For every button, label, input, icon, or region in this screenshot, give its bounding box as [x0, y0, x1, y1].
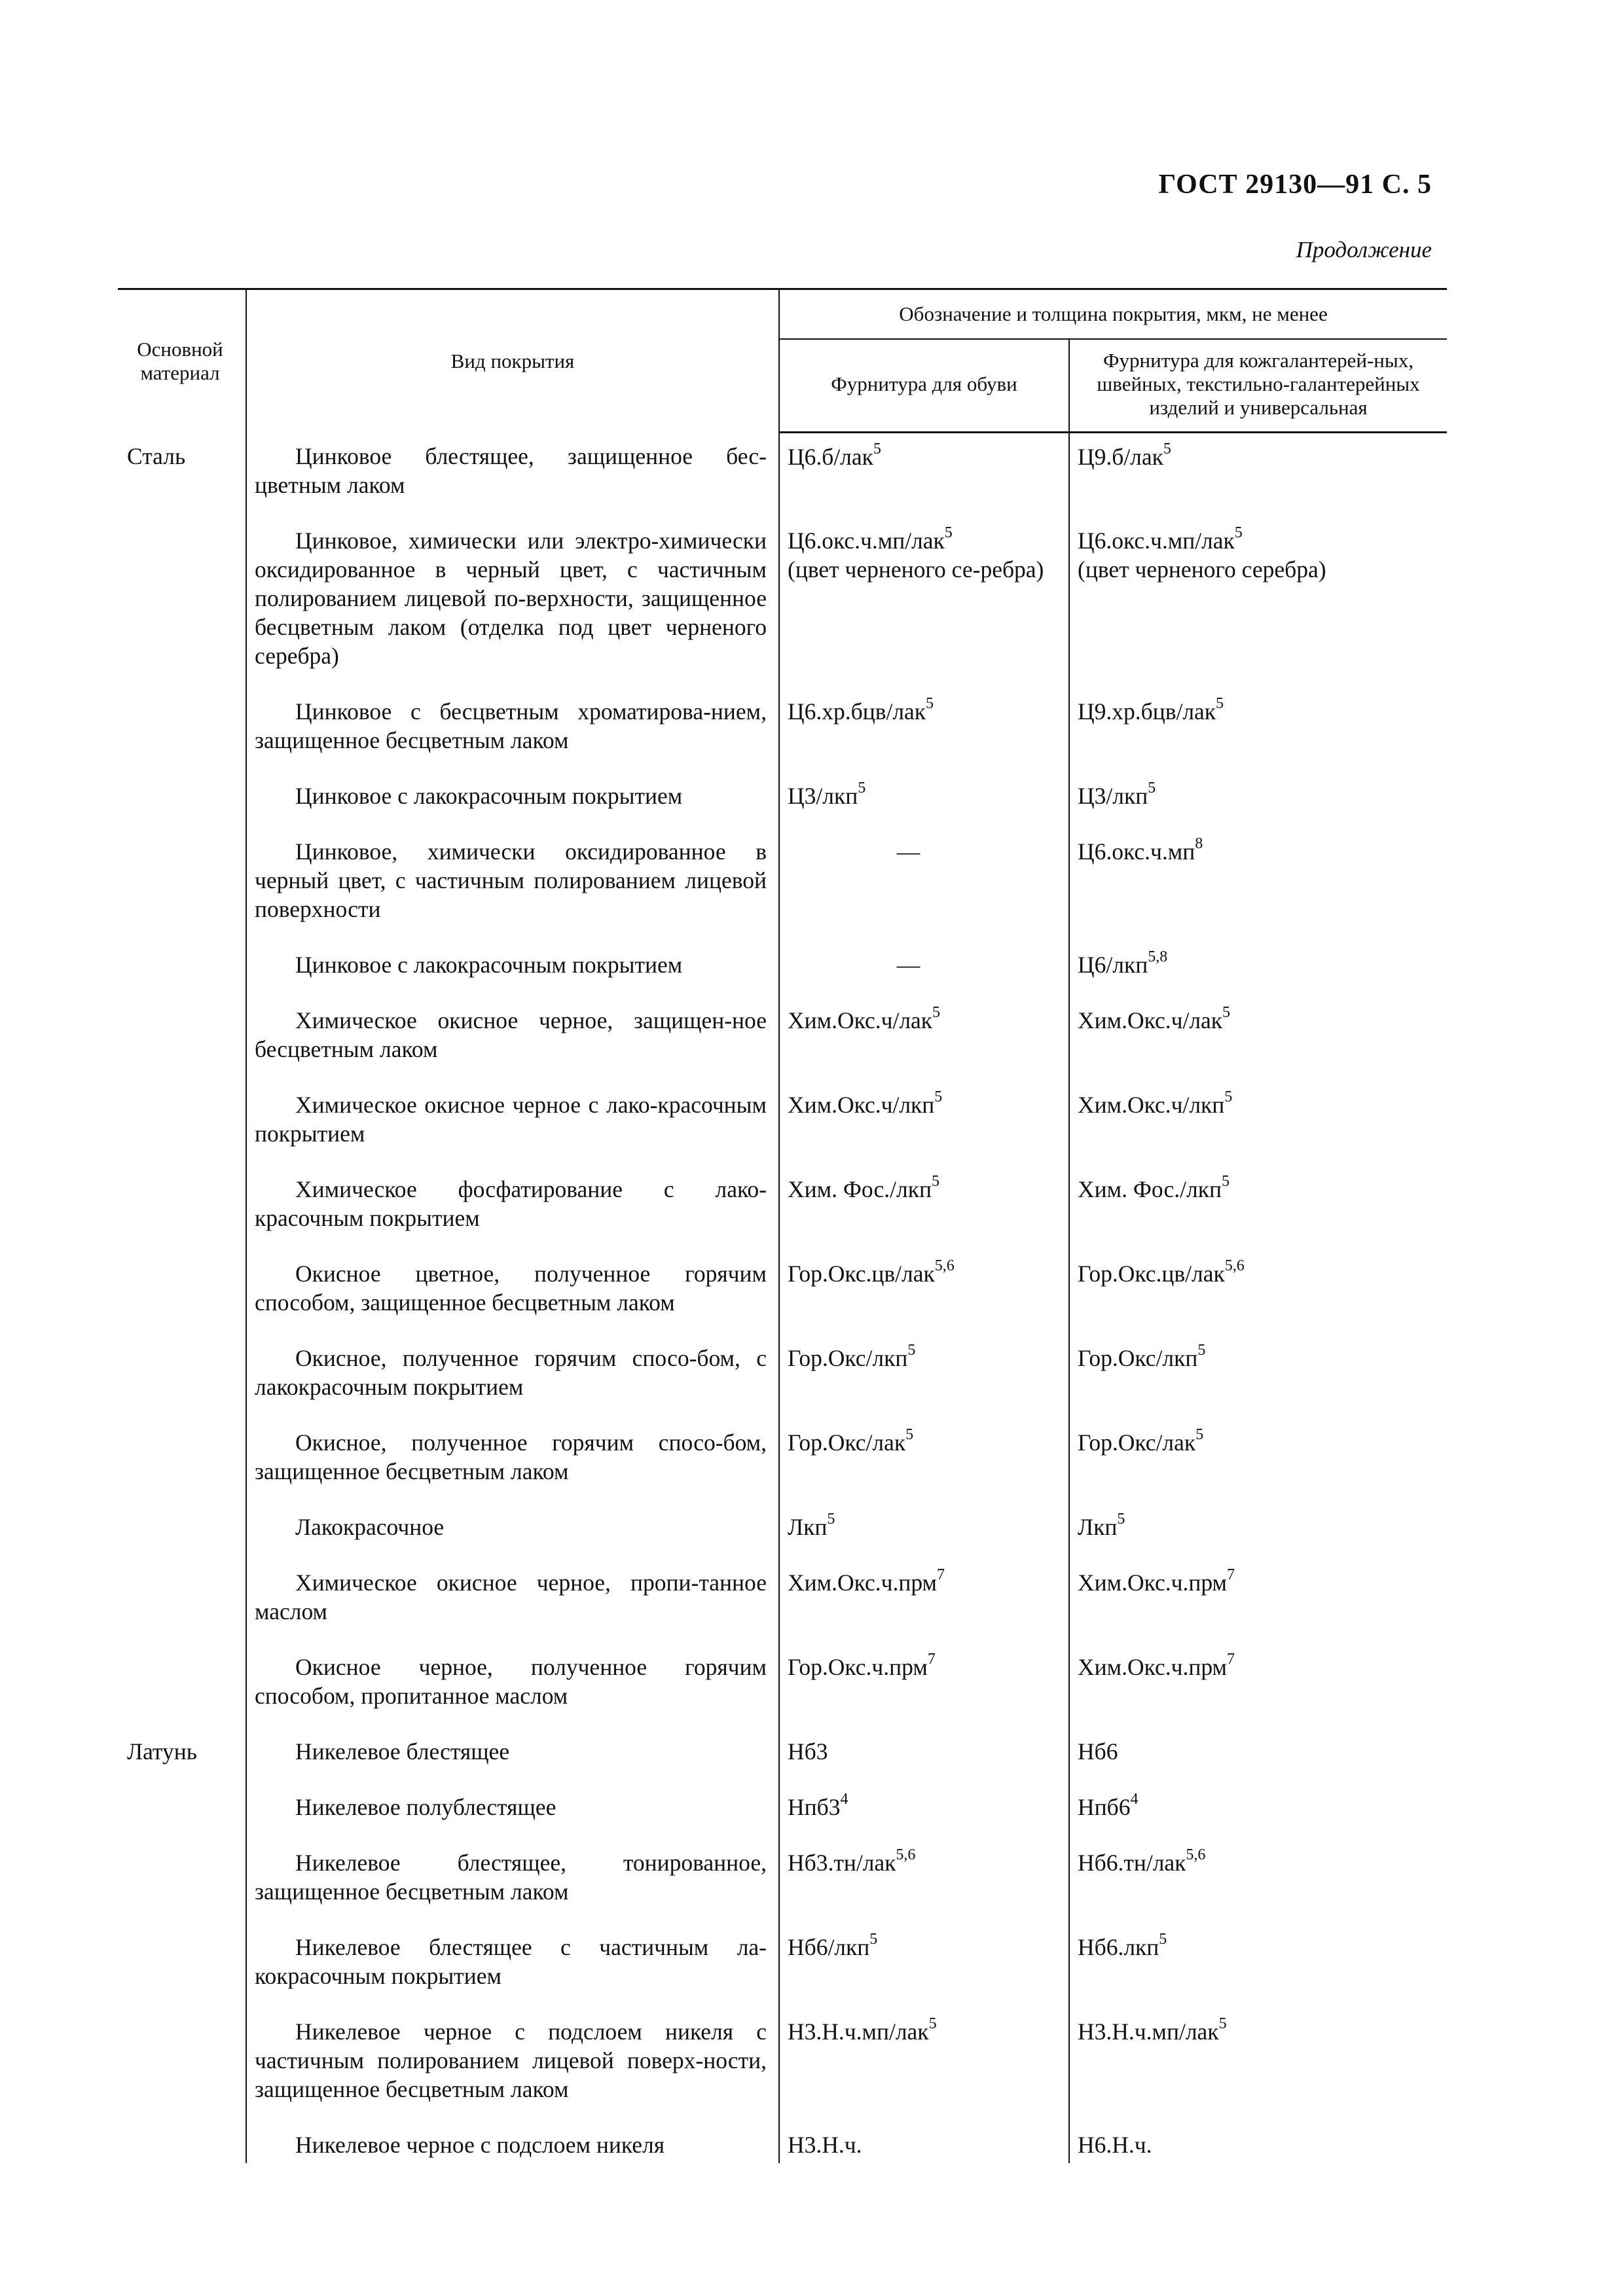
footwear-designation: Гор.Окс/лкп — [788, 1344, 908, 1371]
cell-haberdashery — [1069, 774, 1447, 829]
footwear-designation: Нпб3 — [788, 1793, 841, 1820]
cell-footwear — [779, 1729, 1069, 1785]
cell-coating-type — [246, 1645, 779, 1729]
cell-footwear — [779, 1645, 1069, 1729]
cell-coating-type — [246, 2123, 779, 2163]
cell-material — [118, 1336, 246, 1420]
haberdashery-footnote-ref: 5 — [1148, 779, 1156, 797]
cell-material — [118, 829, 246, 942]
cell-haberdashery — [1069, 1729, 1447, 1785]
haberdashery-designation: Ц9.хр.бцв/лак — [1078, 698, 1216, 725]
cell-haberdashery — [1069, 1645, 1447, 1729]
cell-coating-type — [246, 2009, 779, 2123]
coating-type-text: Цинковое, химически оксидированное в черный цвет, с частичным полированием лицевой поверхности — [255, 838, 767, 922]
footwear-footnote-ref: 4 — [840, 1790, 848, 1808]
cell-material — [118, 2009, 246, 2123]
cell-material — [118, 1505, 246, 1560]
cell-haberdashery — [1069, 1336, 1447, 1420]
cell-footwear — [779, 1167, 1069, 1251]
haberdashery-designation: Нб6.лкп — [1078, 1933, 1159, 1960]
table-row — [118, 1560, 1447, 1645]
footwear-designation: Хим.Окс.ч/лак — [788, 1007, 933, 1033]
haberdashery-designation: Ц6/лкп — [1078, 951, 1148, 978]
cell-haberdashery — [1069, 1251, 1447, 1336]
cell-coating-type — [246, 1785, 779, 1840]
table-row — [118, 1840, 1447, 1925]
footwear-footnote-ref: 5 — [932, 1003, 941, 1021]
haberdashery-footnote-ref: 7 — [1227, 1650, 1235, 1668]
haberdashery-designation: Хим.Окс.ч/лкп — [1078, 1091, 1225, 1118]
footwear-footnote-ref: 5 — [934, 1088, 943, 1105]
haberdashery-footnote-ref: 5,6 — [1186, 1846, 1206, 1863]
cell-coating-type — [246, 998, 779, 1083]
cell-haberdashery — [1069, 1167, 1447, 1251]
table-row — [118, 829, 1447, 942]
cell-coating-type — [246, 1505, 779, 1560]
footwear-footnote-ref: 5 — [827, 1510, 835, 1528]
cell-coating-type — [246, 829, 779, 942]
haberdashery-footnote-ref: 5 — [1117, 1510, 1125, 1528]
table-row — [118, 1167, 1447, 1251]
footwear-footnote-ref: 5 — [869, 1930, 878, 1948]
coating-type-text: Цинковое с лакокрасочным покрытием — [295, 951, 683, 978]
footwear-designation: Нб3.тн/лак — [788, 1849, 896, 1876]
cell-footwear — [779, 1840, 1069, 1925]
cell-footwear — [779, 518, 1069, 689]
footwear-designation: Хим.Окс.ч/лкп — [788, 1091, 935, 1118]
coating-type-text: Никелевое черное с подслоем никеля с частичным полированием лицевой поверх-ности, защищенное бесцветным лаком — [255, 2018, 767, 2102]
haberdashery-footnote-ref: 8 — [1195, 834, 1203, 852]
cell-material — [118, 689, 246, 774]
haberdashery-designation: Нб6 — [1078, 1738, 1118, 1765]
cell-footwear — [779, 433, 1069, 518]
cell-haberdashery — [1069, 998, 1447, 1083]
cell-footwear — [779, 2009, 1069, 2123]
footwear-designation: Ц6.окс.ч.мп/лак — [788, 527, 945, 554]
cell-coating-type — [246, 1560, 779, 1645]
haberdashery-designation: Н3.Н.ч.мп/лак — [1078, 2018, 1219, 2045]
cell-footwear — [779, 1420, 1069, 1505]
cell-material — [118, 1840, 246, 1925]
continuation-label: Продолжение — [1296, 237, 1432, 262]
cell-haberdashery — [1069, 1505, 1447, 1560]
table-row — [118, 1336, 1447, 1420]
footwear-designation: — — [896, 838, 921, 865]
coating-type-text: Лакокрасочное — [295, 1513, 445, 1540]
cell-haberdashery — [1069, 1925, 1447, 2009]
page-header-title: ГОСТ 29130—91 С. 5 — [1158, 170, 1432, 200]
cell-haberdashery — [1069, 1560, 1447, 1645]
footwear-designation: Гор.Окс.цв/лак — [788, 1260, 935, 1287]
cell-footwear — [779, 1251, 1069, 1336]
footwear-designation: Ц3/лкп — [788, 782, 858, 809]
coatings-table — [118, 288, 1447, 2163]
haberdashery-footnote-ref: 4 — [1130, 1790, 1139, 1808]
cell-coating-type — [246, 1840, 779, 1925]
footwear-designation: Гор.Окс.ч.прм — [788, 1653, 928, 1680]
cell-haberdashery — [1069, 2009, 1447, 2123]
coating-type-text: Цинковое, химически или электро-химически оксидированное в черный цвет, с частичным полированием лицевой по-верхности, защищенное бесцветным лаком (отделка под цвет черненого серебра) — [255, 527, 767, 669]
cell-material — [118, 518, 246, 689]
coating-type-text: Никелевое блестящее с частичным ла-кокрасочным покрытием — [255, 1933, 767, 1989]
cell-coating-type — [246, 1729, 779, 1785]
cell-material — [118, 1560, 246, 1645]
haberdashery-footnote-ref: 5 — [1195, 1426, 1204, 1443]
footwear-footnote-ref: 5,6 — [896, 1846, 916, 1863]
table-row — [118, 518, 1447, 689]
coating-type-text: Химическое фосфатирование с лако-красочным покрытием — [255, 1175, 767, 1231]
coating-type-text: Химическое окисное черное, защищен-ное бесцветным лаком — [255, 1007, 767, 1062]
cell-material — [118, 998, 246, 1083]
cell-coating-type — [246, 1083, 779, 1167]
haberdashery-note: (цвет черненого серебра) — [1078, 556, 1326, 583]
haberdashery-footnote-ref: 5 — [1234, 524, 1243, 541]
cell-coating-type — [246, 518, 779, 689]
coating-type-text: Никелевое блестящее, тонированное, защищенное бесцветным лаком — [255, 1849, 767, 1905]
footwear-footnote-ref: 7 — [937, 1566, 945, 1583]
cell-footwear — [779, 689, 1069, 774]
haberdashery-footnote-ref: 5 — [1216, 694, 1224, 712]
cell-footwear — [779, 998, 1069, 1083]
cell-material — [118, 774, 246, 829]
haberdashery-designation: Нб6.тн/лак — [1078, 1849, 1186, 1876]
cell-footwear — [779, 1083, 1069, 1167]
haberdashery-designation: Лкп — [1078, 1513, 1118, 1540]
table-row — [118, 774, 1447, 829]
cell-haberdashery — [1069, 2123, 1447, 2163]
table-row — [118, 1645, 1447, 1729]
haberdashery-designation: Хим. Фос./лкп — [1078, 1175, 1222, 1202]
haberdashery-footnote-ref: 5 — [1163, 440, 1171, 458]
cell-haberdashery — [1069, 1083, 1447, 1167]
footwear-footnote-ref: 5 — [926, 694, 934, 712]
cell-haberdashery — [1069, 689, 1447, 774]
cell-haberdashery — [1069, 1840, 1447, 1925]
cell-haberdashery — [1069, 942, 1447, 998]
coating-type-text: Цинковое блестящее, защищенное бес-цветным лаком — [255, 442, 767, 498]
cell-footwear — [779, 2123, 1069, 2163]
cell-material — [118, 2123, 246, 2163]
haberdashery-designation: Ц6.окс.ч.мп — [1078, 838, 1195, 865]
footwear-footnote-ref: 5 — [944, 524, 953, 541]
haberdashery-designation: Гор.Окс/лак — [1078, 1429, 1196, 1456]
table-row — [118, 1420, 1447, 1505]
footwear-footnote-ref: 7 — [927, 1650, 936, 1668]
cell-footwear — [779, 774, 1069, 829]
haberdashery-designation: Ц3/лкп — [1078, 782, 1148, 809]
footwear-footnote-ref: 5 — [873, 440, 881, 458]
haberdashery-footnote-ref: 5 — [1159, 1930, 1167, 1948]
table-row — [118, 998, 1447, 1083]
footwear-designation: Гор.Окс/лак — [788, 1429, 906, 1456]
haberdashery-footnote-ref: 5,8 — [1148, 948, 1168, 965]
footwear-designation: Ц6.б/лак — [788, 444, 873, 470]
haberdashery-designation: Ц9.б/лак — [1078, 444, 1163, 470]
footwear-designation: — — [896, 951, 921, 978]
footwear-designation: Н3.Н.ч.мп/лак — [788, 2018, 929, 2045]
cell-haberdashery — [1069, 829, 1447, 942]
footwear-footnote-ref: 5 — [905, 1426, 914, 1443]
haberdashery-footnote-ref: 7 — [1227, 1566, 1235, 1583]
cell-material — [118, 1251, 246, 1336]
coating-type-text: Окисное черное, полученное горячим способом, пропитанное маслом — [255, 1653, 767, 1709]
cell-haberdashery — [1069, 433, 1447, 518]
table-row — [118, 942, 1447, 998]
haberdashery-footnote-ref: 5 — [1222, 1172, 1230, 1190]
cell-coating-type — [246, 942, 779, 998]
cell-footwear — [779, 1785, 1069, 1840]
cell-coating-type — [246, 1167, 779, 1251]
cell-material — [118, 1785, 246, 1840]
haberdashery-footnote-ref: 5 — [1222, 1003, 1231, 1021]
cell-footwear — [779, 1925, 1069, 2009]
haberdashery-designation: Хим.Окс.ч.прм — [1078, 1653, 1228, 1680]
coating-type-text: Никелевое полублестящее — [295, 1793, 556, 1820]
table-row — [118, 1785, 1447, 1840]
table-row — [118, 1251, 1447, 1336]
table-row — [118, 1083, 1447, 1167]
footwear-designation: Н3.Н.ч. — [788, 2131, 862, 2158]
haberdashery-designation: Гор.Окс.цв/лак — [1078, 1260, 1225, 1287]
table-row — [118, 689, 1447, 774]
cell-coating-type — [246, 1251, 779, 1336]
cell-haberdashery — [1069, 1785, 1447, 1840]
haberdashery-footnote-ref: 5,6 — [1224, 1257, 1245, 1274]
cell-coating-type — [246, 689, 779, 774]
cell-material — [118, 1083, 246, 1167]
cell-coating-type — [246, 1336, 779, 1420]
header-material: Основной материал — [118, 289, 246, 433]
footwear-footnote-ref: 5 — [932, 1172, 939, 1190]
cell-material: Латунь — [118, 1729, 246, 1785]
footwear-note: (цвет черненого се-ребра) — [788, 556, 1044, 583]
coating-type-text: Окисное цветное, полученное горячим способом, защищенное бесцветным лаком — [255, 1260, 767, 1316]
haberdashery-designation: Н6.Н.ч. — [1078, 2131, 1152, 2158]
cell-footwear — [779, 829, 1069, 942]
cell-footwear — [779, 1560, 1069, 1645]
haberdashery-designation: Ц6.окс.ч.мп/лак — [1078, 527, 1235, 554]
coating-type-text: Никелевое блестящее — [295, 1738, 510, 1765]
footwear-designation: Хим.Окс.ч.прм — [788, 1569, 938, 1596]
haberdashery-designation: Хим.Окс.ч/лак — [1078, 1007, 1223, 1033]
header-coating-type: Вид покрытия — [246, 289, 779, 433]
coating-type-text: Цинковое с лакокрасочным покрытием — [295, 782, 683, 809]
haberdashery-designation: Нпб6 — [1078, 1793, 1131, 1820]
footwear-designation: Ц6.хр.бцв/лак — [788, 698, 926, 725]
haberdashery-footnote-ref: 5 — [1224, 1088, 1233, 1105]
cell-material — [118, 1420, 246, 1505]
cell-coating-type — [246, 1925, 779, 2009]
cell-haberdashery — [1069, 518, 1447, 689]
footwear-footnote-ref: 5 — [858, 779, 866, 797]
cell-haberdashery — [1069, 1420, 1447, 1505]
coating-type-text: Химическое окисное черное с лако-красочным покрытием — [255, 1091, 767, 1147]
cell-coating-type — [246, 433, 779, 518]
footwear-designation: Нб6/лкп — [788, 1933, 870, 1960]
cell-material — [118, 1167, 246, 1251]
footwear-footnote-ref: 5 — [907, 1341, 916, 1359]
table-row — [118, 433, 1447, 518]
table-row — [118, 2009, 1447, 2123]
haberdashery-designation: Гор.Окс/лкп — [1078, 1344, 1198, 1371]
footwear-designation: Нб3 — [788, 1738, 828, 1765]
header-designation-group: Обозначение и толщина покрытия, мкм, не менее — [779, 289, 1447, 340]
cell-material: Сталь — [118, 433, 246, 518]
table-body — [118, 433, 1447, 2163]
footwear-footnote-ref: 5 — [928, 2015, 937, 2032]
header-footwear: Фурнитура для обуви — [779, 339, 1069, 433]
coating-type-text: Никелевое черное с подслоем никеля — [295, 2131, 665, 2158]
table-row — [118, 1925, 1447, 2009]
cell-coating-type — [246, 1420, 779, 1505]
cell-footwear — [779, 1336, 1069, 1420]
haberdashery-footnote-ref: 5 — [1197, 1341, 1206, 1359]
footwear-designation: Хим. Фос./лкп — [788, 1175, 932, 1202]
cell-material — [118, 1645, 246, 1729]
cell-material — [118, 1925, 246, 2009]
header-haberdashery: Фурнитура для кожгалантерей-ных, швейных, текстильно-галантерейных изделий и универсальная — [1069, 339, 1447, 433]
footwear-footnote-ref: 5,6 — [934, 1257, 955, 1274]
footwear-designation: Лкп — [788, 1513, 828, 1540]
cell-footwear — [779, 942, 1069, 998]
cell-coating-type — [246, 774, 779, 829]
table-row — [118, 1505, 1447, 1560]
haberdashery-designation: Хим.Окс.ч.прм — [1078, 1569, 1228, 1596]
coating-type-text: Цинковое с бесцветным хроматирова-нием, защищенное бесцветным лаком — [255, 698, 767, 753]
cell-footwear — [779, 1505, 1069, 1560]
coating-type-text: Химическое окисное черное, пропи-танное маслом — [255, 1569, 767, 1624]
table-row — [118, 2123, 1447, 2163]
table-row — [118, 1729, 1447, 1785]
coating-type-text: Окисное, полученное горячим спосо-бом, с лакокрасочным покрытием — [255, 1344, 767, 1400]
haberdashery-footnote-ref: 5 — [1218, 2015, 1227, 2032]
cell-material — [118, 942, 246, 998]
coating-type-text: Окисное, полученное горячим спосо-бом, защищенное бесцветным лаком — [255, 1429, 767, 1484]
